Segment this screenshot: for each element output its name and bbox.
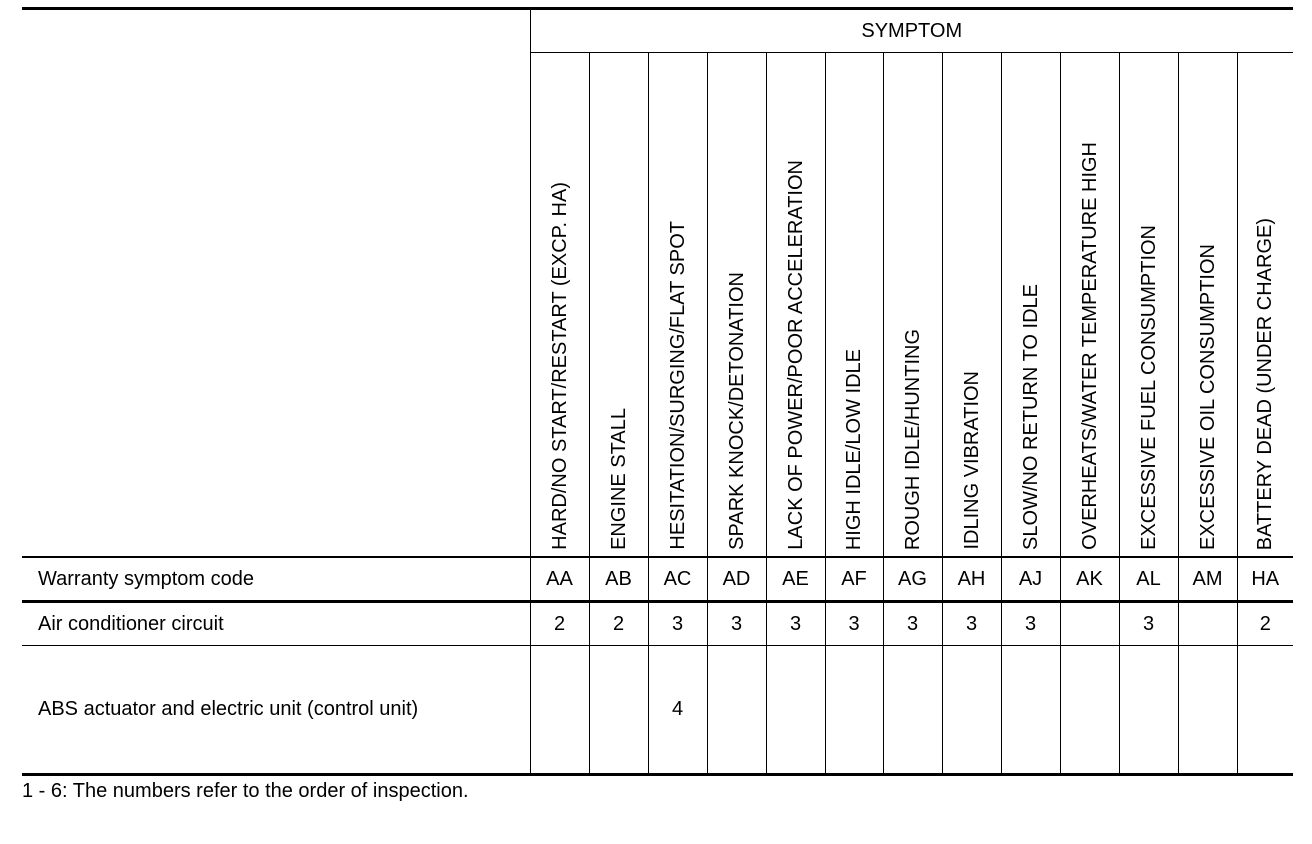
table-cell: [766, 646, 825, 775]
column-header: [1119, 53, 1178, 558]
column-header-label: EXCESSIVE FUEL CONSUMPTION: [1137, 225, 1160, 550]
column-header: [589, 53, 648, 558]
column-header: [1178, 53, 1237, 558]
column-header: [1001, 53, 1060, 558]
table-cell: AF: [825, 557, 883, 602]
column-header-label: ROUGH IDLE/HUNTING: [901, 328, 924, 550]
table-cell: 3: [766, 602, 825, 646]
table-cell: 3: [707, 602, 766, 646]
table-cell: AC: [648, 557, 707, 602]
row-label: ABS actuator and electric unit (control unit): [22, 646, 530, 775]
column-header: [1237, 53, 1293, 558]
table-cell: AG: [883, 557, 942, 602]
column-header-label: IDLING VIBRATION: [960, 371, 983, 550]
table-cell: [1119, 646, 1178, 775]
table-row: [22, 646, 1293, 775]
table-cell: 2: [530, 602, 589, 646]
table-cell: [707, 646, 766, 775]
symptom-header: SYMPTOM: [530, 9, 1293, 53]
table-cell: AJ: [1001, 557, 1060, 602]
table-cell: [1237, 646, 1293, 775]
column-header-label: EXCESSIVE OIL CONSUMPTION: [1196, 244, 1219, 550]
table-cell: AL: [1119, 557, 1178, 602]
column-header: [825, 53, 883, 558]
table-cell: [825, 646, 883, 775]
column-header: [766, 53, 825, 558]
column-header: [1060, 53, 1119, 558]
table-cell: AM: [1178, 557, 1237, 602]
table-cell: AA: [530, 557, 589, 602]
table-cell: 2: [1237, 602, 1293, 646]
column-header: [883, 53, 942, 558]
table-cell: AH: [942, 557, 1001, 602]
table-cell: HA: [1237, 557, 1293, 602]
table-cell: 3: [648, 602, 707, 646]
table-cell: AK: [1060, 557, 1119, 602]
symptom-header-row: [22, 9, 1293, 53]
corner-cell: [22, 9, 530, 558]
table-cell: 3: [883, 602, 942, 646]
table-cell: 3: [1001, 602, 1060, 646]
table-cell: 2: [589, 602, 648, 646]
table-cell: AE: [766, 557, 825, 602]
table-cell: [1060, 646, 1119, 775]
column-header-label: BATTERY DEAD (UNDER CHARGE): [1254, 217, 1277, 550]
table-cell: AD: [707, 557, 766, 602]
column-header-label: ENGINE STALL: [607, 408, 630, 550]
column-header-label: OVERHEATS/WATER TEMPERATURE HIGH: [1078, 142, 1101, 550]
column-header-label: HESITATION/SURGING/FLAT SPOT: [666, 221, 689, 550]
column-header-label: LACK OF POWER/POOR ACCELERATION: [784, 160, 807, 550]
table-cell: 4: [648, 646, 707, 775]
row-label: Warranty symptom code: [22, 557, 530, 602]
table-cell: [942, 646, 1001, 775]
column-header: [707, 53, 766, 558]
symptom-table: [22, 7, 1293, 776]
column-header-label: SPARK KNOCK/DETONATION: [725, 272, 748, 550]
column-header-label: SLOW/NO RETURN TO IDLE: [1019, 284, 1042, 550]
table-cell: 3: [1119, 602, 1178, 646]
table-cell: [883, 646, 942, 775]
table-cell: 3: [825, 602, 883, 646]
table-row: [22, 602, 1293, 646]
table-cell: AB: [589, 557, 648, 602]
row-label: Air conditioner circuit: [22, 602, 530, 646]
column-header: [942, 53, 1001, 558]
table-row: [22, 557, 1293, 602]
table-cell: [1060, 602, 1119, 646]
column-header-label: HIGH IDLE/LOW IDLE: [843, 348, 865, 550]
table-cell: [1178, 602, 1237, 646]
table-cell: [589, 646, 648, 775]
column-header: [648, 53, 707, 558]
table-cell: [1178, 646, 1237, 775]
table-cell: [1001, 646, 1060, 775]
column-header-label: HARD/NO START/RESTART (EXCP. HA): [548, 182, 571, 550]
footnote: 1 - 6: The numbers refer to the order of inspection.: [22, 780, 469, 802]
table-cell: 3: [942, 602, 1001, 646]
column-header: [530, 53, 589, 558]
table-cell: [530, 646, 589, 775]
